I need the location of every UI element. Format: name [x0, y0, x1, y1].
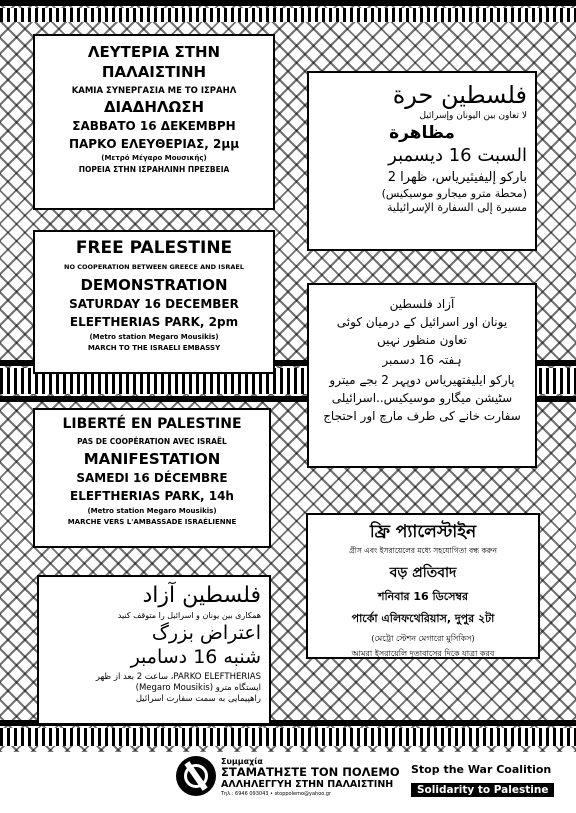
english-title: FREE PALESTINE — [75, 238, 233, 258]
french-march: MARCHE VERS L'AMBASSADE ISRAÉLIENNE — [67, 518, 237, 526]
arabic-date: السبت 16 ديسمبر — [388, 145, 527, 166]
greek-metro: (Μετρό Μέγαρο Μουσικής) — [101, 154, 207, 162]
footer-org-line2: ΑΛΛΗΛΕΓΓΥΗ ΣΤΗΝ ΠΑΛΑΙΣΤΙΝΗ — [221, 779, 394, 790]
footer-org-line1: ΣΤΑΜΑΤΗΣΤΕ ΤΟΝ ΠΟΛΕΜΟ — [221, 765, 400, 779]
greek-event: ΔΙΑΔΗΛΩΣΗ — [103, 98, 205, 116]
arabic-place: باركو إليفيثيرياس، ظهرا 2 — [387, 170, 527, 185]
urdu-line3: ہفتہ 16 دسمبر — [382, 353, 462, 367]
french-date: SAMEDI 16 DÉCEMBRE — [76, 471, 228, 485]
arabic-subtitle: لا تعاون بين اليونان وإسرائيل — [419, 111, 527, 121]
french-metro: (Metro station Megaro Mousikis) — [87, 507, 217, 515]
french-place: ELEFTHERIAS PARK, 14h — [70, 489, 234, 503]
bengali-title: ফ্রি প্যালেস্টাইন — [369, 522, 477, 542]
greek-section — [33, 34, 275, 210]
english-subtitle: NO COOPERATION BETWEEN GREECE AND ISRAEL — [64, 263, 244, 271]
urdu-line4: پارکو ایلیفتھیریاس دوپہر 2 بجے میترو سٹیشن میگارو موسیکیس..اسرائیلی سفارت خانے کی طرف مارچ اور احتجاج — [323, 373, 521, 423]
french-title: LIBERTÉ EN PALESTINE — [62, 416, 242, 432]
bengali-march: আমরা ইসরায়েলি দূতাবাসের দিকে যাত্রা করব — [351, 649, 495, 658]
footer-org-small: Συμμαχία — [221, 757, 263, 766]
persian-event: اعتراض بزرگ — [151, 622, 261, 644]
english-event: DEMONSTRATION — [80, 276, 228, 294]
french-subtitle: PAS DE COOPÉRATION AVEC ISRAËL — [77, 437, 227, 446]
arabic-title: فلسطين حرة — [392, 81, 527, 109]
bengali-section — [306, 513, 540, 659]
arabic-metro: (محطة مترو ميجارو موسيكيس) — [381, 187, 527, 200]
pattern-stripe — [0, 8, 576, 22]
footer-english-org — [411, 763, 561, 797]
bengali-place: পার্কো এলিফথেরিয়াস, দুপুর ২টা — [351, 612, 495, 625]
persian-date: شنبه 16 دسامبر — [130, 646, 261, 668]
bengali-date: শনিবার 16 ডিসেম্বর — [377, 590, 468, 603]
greek-title: ΛΕΥΤΕΡΙΑ ΣΤΗΝ ΠΑΛΑΙΣΤΙΝΗ — [87, 43, 221, 81]
persian-march: راهپیمایی به سمت سفارت اسرائیل — [135, 694, 261, 704]
arabic-section — [307, 71, 537, 251]
persian-title: فلسطین آزاد — [142, 583, 261, 608]
arabic-march: مسيرة إلى السفارة الإسرائيلية — [386, 201, 527, 214]
greek-march: ΠΟΡΕΙΑ ΣΤΗΝ ΙΣΡΑΗΛΙΝΗ ΠΡΕΣΒΕΙΑ — [78, 165, 230, 174]
english-metro: (Metro station Megaro Mousikis) — [89, 333, 219, 341]
footer-en-line2: Solidarity to Palestine — [411, 783, 554, 797]
greek-date: ΣΑΒΒΑΤΟ 16 ΔΕΚΕΜΒΡΗ — [72, 119, 236, 133]
english-march: MARCH TO THE ISRAELI EMBASSY — [87, 344, 221, 352]
persian-section — [37, 575, 271, 725]
bengali-metro: (মেট্রো স্টেশন মেগারো মুসিকিস) — [371, 634, 475, 643]
persian-metro: ایستگاه مترو (Megaro Mousikis) — [135, 683, 261, 693]
bengali-event: বড় প্রতিবাদ — [389, 565, 457, 581]
french-section — [33, 408, 271, 548]
english-date: SATURDAY 16 DECEMBER — [69, 297, 239, 311]
stop-the-war-logo-icon — [176, 756, 216, 796]
footer-greek-org — [221, 757, 411, 797]
pattern-stripe — [0, 728, 576, 746]
pattern-stripe — [0, 0, 576, 6]
arabic-event: مظاهرة — [389, 123, 455, 143]
english-place: ELEFTHERIAS PARK, 2pm — [69, 315, 239, 329]
urdu-line1: آزاد فلسطین — [389, 297, 455, 311]
urdu-section — [307, 283, 537, 468]
footer-contact: Τηλ.: 6946 093043 • stoppolemo@yahoo.gr — [221, 791, 332, 797]
greek-place: ΠΑΡΚΟ ΕΛΕΥΘΕΡΙΑΣ, 2μμ — [68, 137, 240, 151]
persian-subtitle: همکاری بین یونان و اسرائیل را متوقف کنید — [117, 611, 261, 620]
footer-en-line1: Stop the War Coalition — [411, 763, 552, 776]
persian-place: PARKO ELEFTHERIAS، ساعت 2 بعد از ظهر — [95, 672, 261, 682]
english-section — [33, 230, 275, 374]
french-event: MANIFESTATION — [83, 450, 221, 468]
bengali-subtitle: গ্রীস এবং ইসরায়েলের মধ্যে সহযোগিতা বন্ধ করুন — [349, 546, 497, 555]
urdu-line2: یونان اور اسرائیل کے درمیان کوئی تعاون منظور نہیں — [336, 315, 508, 347]
greek-subtitle: ΚΑΜΙΑ ΣΥΝΕΡΓΑΣΙΑ ΜΕ ΤΟ ΙΣΡΑΗΛ — [71, 86, 237, 96]
